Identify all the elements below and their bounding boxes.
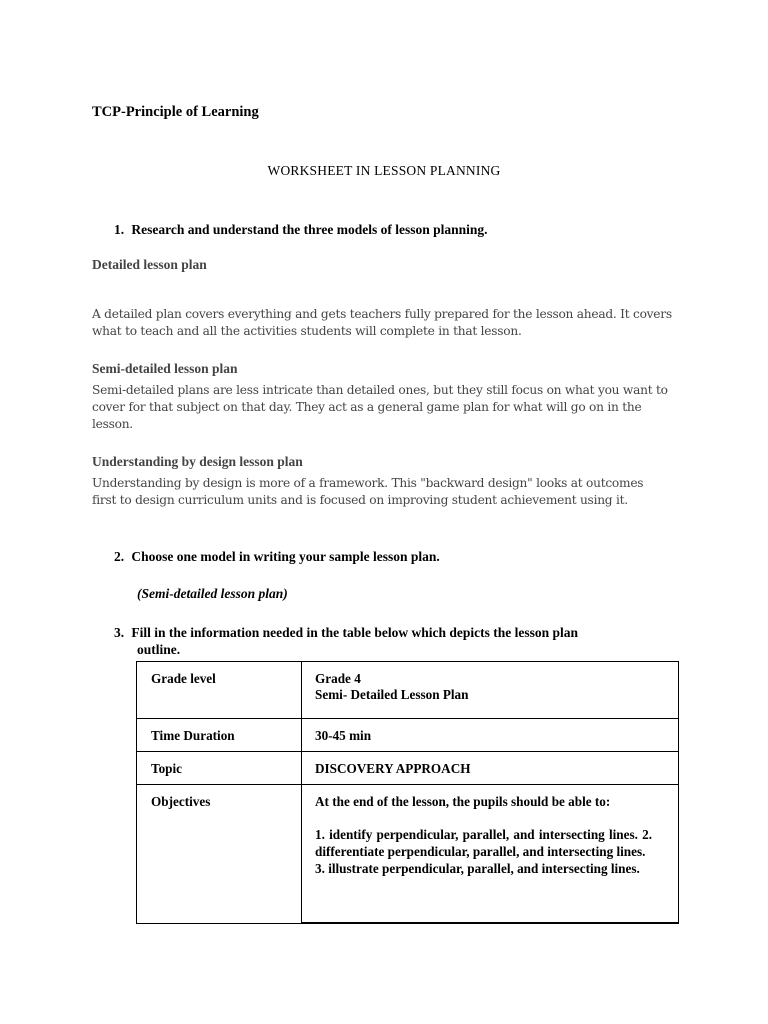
paragraph-line: what to teach and all the activities students will complete in that lesson. [92, 324, 522, 338]
course-title: TCP-Principle of Learning [92, 104, 259, 120]
time-value: 30-45 min [302, 719, 679, 752]
model-detailed-description [92, 306, 692, 340]
worksheet-title: WORKSHEET IN LESSON PLANNING [267, 163, 501, 178]
table-row-objectives [137, 785, 679, 924]
question-1 [114, 222, 488, 238]
paragraph-line: first to design curriculum units and is focused on improving student achievement using it. [92, 493, 628, 507]
objectives-label: Objectives [137, 785, 302, 924]
paragraph-line: lesson. [92, 417, 133, 431]
paragraph-line: A detailed plan covers everything and gets teachers fully prepared for the lesson ahead. It covers [92, 307, 672, 321]
table-row-grade [137, 662, 679, 719]
grade-value-line2: Semi- Detailed Lesson Plan [315, 687, 469, 702]
paragraph-line: Semi-detailed plans are less intricate than detailed ones, but they still focus on what you want to [92, 383, 668, 397]
objectives-intro: At the end of the lesson, the pupils should be able to: [315, 794, 611, 809]
grade-label: Grade level [137, 662, 302, 719]
grade-value-line1: Grade 4 [315, 671, 361, 686]
table-row-topic [137, 752, 679, 785]
question-2-text: Choose one model in writing your sample lesson plan. [131, 549, 440, 564]
question-1-number: 1. [114, 222, 125, 237]
model-semi-detailed-heading: Semi-detailed lesson plan [92, 361, 238, 376]
question-3 [114, 625, 578, 641]
time-label: Time Duration [137, 719, 302, 752]
model-detailed-heading: Detailed lesson plan [92, 257, 207, 272]
question-1-text: Research and understand the three models of lesson planning. [131, 222, 488, 237]
table-row-time [137, 719, 679, 752]
objective-item: 1. identify perpendicular, parallel, and intersecting lines. 2. differentiate perpendicular, parallel, and intersecting lines. [315, 827, 652, 859]
grade-value [302, 662, 679, 719]
objective-item: 3. illustrate perpendicular, parallel, and intersecting lines. [315, 861, 640, 876]
model-ubd-description [92, 475, 692, 509]
topic-value: DISCOVERY APPROACH [302, 752, 679, 785]
model-semi-detailed-description [92, 382, 692, 433]
question-2-number: 2. [114, 549, 125, 564]
question-3-text-line1: Fill in the information needed in the table below which depicts the lesson plan [131, 625, 579, 640]
question-3-number: 3. [114, 625, 125, 640]
topic-label: Topic [137, 752, 302, 785]
paragraph-line: cover for that subject on that day. They act as a general game plan for what will go on in the [92, 400, 642, 414]
paragraph-line: Understanding by design is more of a framework. This "backward design" looks at outcomes [92, 476, 644, 490]
question-3-text-line2: outline. [137, 642, 181, 657]
question-2 [114, 549, 440, 565]
chosen-model: (Semi-detailed lesson plan) [137, 586, 288, 601]
objectives-value [302, 785, 679, 924]
model-ubd-heading: Understanding by design lesson plan [92, 454, 303, 469]
lesson-plan-table [136, 661, 679, 924]
